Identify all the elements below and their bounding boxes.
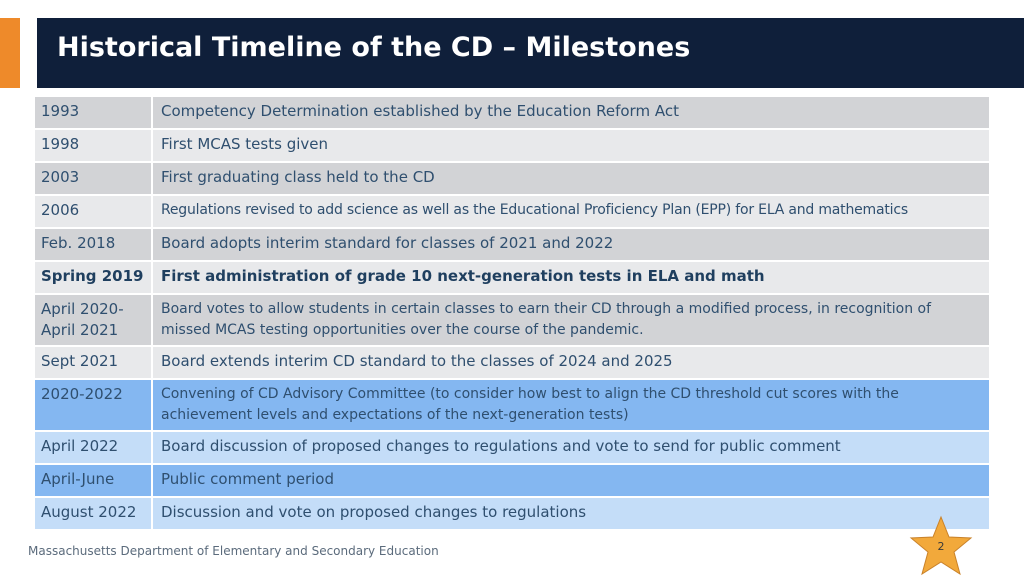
timeline-date-line: April 2020- <box>41 300 124 318</box>
timeline-event: Board extends interim CD standard to the classes of 2024 and 2025 <box>152 346 989 379</box>
page-title: Historical Timeline of the CD – Milestones <box>57 32 691 63</box>
timeline-row <box>35 129 989 162</box>
timeline-date: 1998 <box>35 129 152 162</box>
timeline-table <box>35 97 989 531</box>
timeline-row <box>35 497 989 530</box>
timeline-event: Regulations revised to add science as well as the Educational Proficiency Plan (EPP) for ELA and mathematics <box>152 195 989 228</box>
timeline-date: Feb. 2018 <box>35 228 152 261</box>
timeline-event: Board discussion of proposed changes to regulations and vote to send for public comment <box>152 431 989 464</box>
timeline-date-line: April 2021 <box>41 321 119 339</box>
timeline-event: Competency Determination established by the Education Reform Act <box>152 97 989 129</box>
timeline-row <box>35 464 989 497</box>
footer-organization: Massachusetts Department of Elementary and Secondary Education <box>28 544 439 558</box>
orange-accent-bar <box>0 18 20 88</box>
timeline-date: April 2022 <box>35 431 152 464</box>
timeline-date: 2006 <box>35 195 152 228</box>
timeline-event: First administration of grade 10 next-generation tests in ELA and math <box>152 261 989 294</box>
title-bar <box>37 18 1024 88</box>
timeline-event: Discussion and vote on proposed changes to regulations <box>152 497 989 530</box>
timeline-date: 1993 <box>35 97 152 129</box>
page-number: 2 <box>937 540 945 553</box>
timeline-date <box>35 294 152 346</box>
timeline-event: Convening of CD Advisory Committee (to consider how best to align the CD threshold cut scores with the achievement levels and expectations of the next-generation tests) <box>152 379 989 431</box>
timeline-event: First MCAS tests given <box>152 129 989 162</box>
timeline-event: First graduating class held to the CD <box>152 162 989 195</box>
timeline-row <box>35 162 989 195</box>
timeline-date: Sept 2021 <box>35 346 152 379</box>
timeline-date: 2020-2022 <box>35 379 152 431</box>
timeline-date: April-June <box>35 464 152 497</box>
timeline-event: Board adopts interim standard for classes of 2021 and 2022 <box>152 228 989 261</box>
timeline-row <box>35 261 989 294</box>
timeline-row <box>35 195 989 228</box>
timeline-row <box>35 228 989 261</box>
timeline-date: August 2022 <box>35 497 152 530</box>
timeline-event: Public comment period <box>152 464 989 497</box>
timeline-row <box>35 294 989 346</box>
timeline-row <box>35 97 989 129</box>
timeline-event: Board votes to allow students in certain classes to earn their CD through a modified process, in recognition of missed MCAS testing opportunities over the course of the pandemic. <box>152 294 989 346</box>
timeline-row <box>35 346 989 379</box>
timeline-row <box>35 431 989 464</box>
timeline-date: 2003 <box>35 162 152 195</box>
timeline-row <box>35 379 989 431</box>
timeline-date: Spring 2019 <box>35 261 152 294</box>
